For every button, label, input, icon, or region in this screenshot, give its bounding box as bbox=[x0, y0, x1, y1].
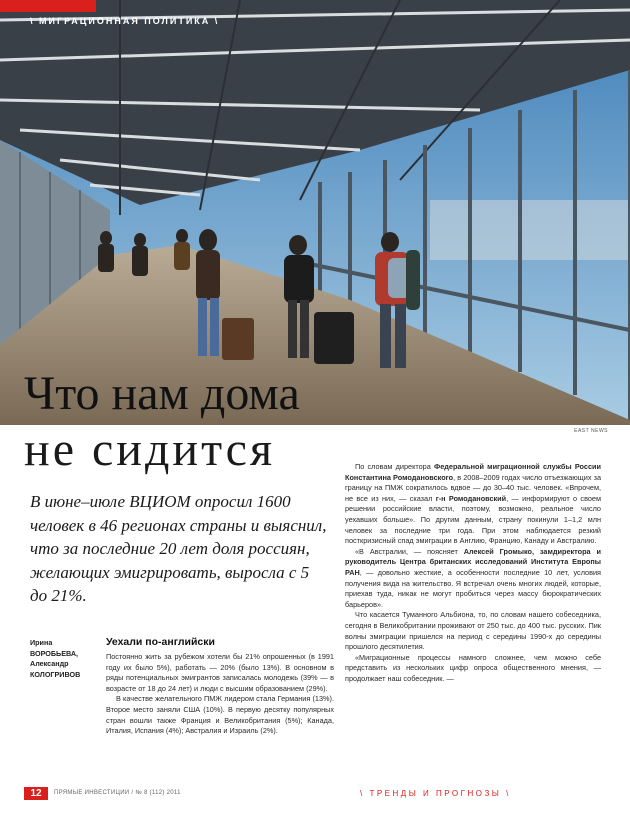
headline-line-1: Что нам дома bbox=[24, 367, 300, 420]
authors bbox=[30, 638, 100, 680]
bold-run: Алексей Громыко, замдиректора и руководитель Центра британских исследований Института Европы РАН bbox=[345, 546, 601, 577]
page-number: 12 bbox=[24, 787, 48, 800]
paragraph bbox=[345, 462, 601, 547]
article-column-1 bbox=[106, 636, 334, 737]
text-run: , — довольно жесткие, а особенности последние 10 лет, условия получения вида на жительство. Я встречал очень многих людей, которые, приехав туда, никак не могут пробиться через массу бюрократических барьеров». bbox=[345, 567, 601, 609]
text-run: «В Австралии, — поясняет bbox=[355, 546, 464, 556]
lead-paragraph: В июне–июле ВЦИОМ опросил 1600 человек в 46 регионах страны и выяснил, что за последние 20 лет доля россиян, желающих эмигрировать, выросла с 5 до 21%. bbox=[30, 492, 327, 605]
article-column-2 bbox=[345, 462, 601, 684]
footer-section: \ ТРЕНДЫ И ПРОГНОЗЫ \ bbox=[360, 789, 511, 798]
paragraph bbox=[345, 547, 601, 611]
text-run: По словам директора bbox=[355, 462, 434, 471]
text-run: , в 2008–2009 годах число отъезжающих за границу на ПМЖ сократилось вдвое — до 30–40 тыс. человек. «Впрочем, не все из них, — сказал bbox=[345, 472, 602, 503]
text-run: , — информируют о своем решении российские власти, поэтому, возможно, реальное число уехавших больше». По другим данным, страну покинули 1–1,2 млн человек за последние три года. При этом наблюдается резкий посткризисный спад эмиграции в Англию, Францию, Канаду и Австралию. bbox=[345, 493, 601, 546]
headline-line-2: не сидится bbox=[24, 423, 276, 476]
author-1-last: ВОРОБЬЕВА, bbox=[30, 648, 79, 658]
bold-run: г-н Ромодановский bbox=[435, 493, 507, 503]
section-tab bbox=[0, 0, 96, 12]
headline bbox=[24, 366, 300, 478]
paragraph: Постоянно жить за рубежом хотели бы 21% опрошенных (в 1991 году их было 5%), работать — 20% (было 13%). В основном в ряды потенциальных эмигрантов записалась молодежь (39% — в возрасте от 18 до 24 лет) и люди с высшим образованием (29%). bbox=[106, 652, 334, 693]
paragraph: В качестве желательного ПМЖ лидером стала Германия (13%). Второе место заняли США (10%). В первую десятку популярных стран вошли также Франция и Великобритания (5%); Канада, Италия, Испания (4%); Австралия и Израиль (2%). bbox=[106, 694, 334, 736]
paragraph: «Миграционные процессы намного сложнее, чем можно себе представить из нескольких цифр опроса общественного мнения, — продолжает наш собеседник. — bbox=[345, 652, 601, 683]
magazine-name: ПРЯМЫЕ ИНВЕСТИЦИИ / № 8 (112) 2011 bbox=[54, 790, 181, 796]
subheading: Уехали по-английски bbox=[106, 636, 215, 648]
section-label: \ МИГРАЦИОННАЯ ПОЛИТИКА \ bbox=[30, 16, 220, 26]
author-2-last: КОЛОГРИВОВ bbox=[30, 669, 81, 679]
author-1-first: Ирина bbox=[30, 638, 53, 647]
bold-run: Федеральной миграционной службы России Константина Ромодановского bbox=[345, 462, 601, 482]
author-2-first: Александр bbox=[30, 659, 69, 668]
paragraph: Что касается Туманного Альбиона, то, по словам нашего собеседника, сегодня в Великобритании проживают от 250 тыс. до 400 тыс. русских. Пик волны эмиграции пришелся на период с середины 1990-х до середины прошлого десятилетия. bbox=[345, 610, 601, 652]
photo-credit: EAST NEWS bbox=[574, 428, 608, 434]
